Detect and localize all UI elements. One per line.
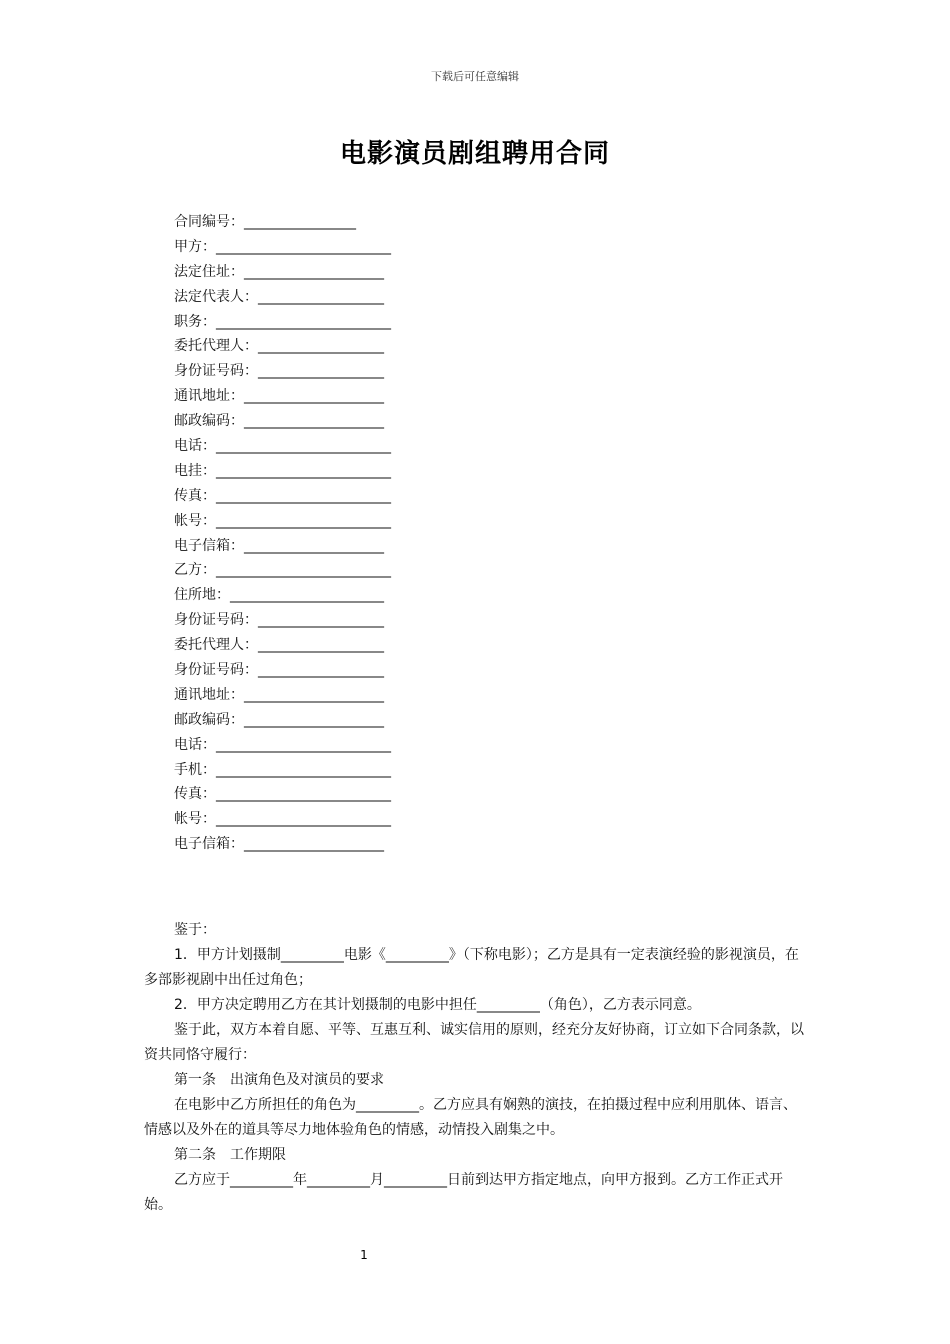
paragraph-recital-1: 1．甲方计划摄制_________电影《_________》（下称电影）；乙方是具有一定表演经验的影视演员，在多部影视剧中出任过角色； [144, 947, 799, 988]
field-position [174, 310, 391, 335]
field-text: 甲方：_________________________ [174, 238, 391, 255]
field-text: 身份证号码：__________________ [174, 612, 384, 629]
field-postal-code-a [174, 409, 391, 434]
paragraph-agreement-intro: 鉴于此，双方本着自愿、平等、互惠互利、诚实信用的原则，经充分友好协商，订立如下合同条款，以资共同恪守履行： [144, 1022, 804, 1063]
field-text: 合同编号：________________ [174, 214, 356, 230]
contract-body [144, 918, 808, 1218]
field-fax-a [174, 484, 391, 509]
field-text: 电子信箱：____________________ [174, 537, 384, 554]
field-postal-code-b [174, 708, 391, 733]
field-text: 传真：_________________________ [174, 487, 391, 504]
field-telegram-a [174, 459, 391, 484]
field-email-b [174, 832, 391, 857]
paragraph-recital-2: 2．甲方决定聘用乙方在其计划摄制的电影中担任_________（角色），乙方表示同意。 [174, 997, 701, 1013]
field-party-a [174, 235, 391, 260]
field-account-a [174, 509, 391, 534]
article-1-text: 在电影中乙方所担任的角色为_________。乙方应具有娴熟的演技，在拍摄过程中应利用肌体、语言、情感以及外在的道具等尽力地体验角色的情感，动情投入剧集之中。 [144, 1097, 797, 1138]
field-text: 职务：_________________________ [174, 313, 391, 330]
field-legal-representative [174, 285, 391, 310]
paragraph-whereas: 鉴于： [174, 922, 216, 938]
field-agent-b [174, 633, 391, 658]
field-text: 电挂：_________________________ [174, 462, 391, 479]
article-2-heading: 第二条 工作期限 [174, 1147, 286, 1163]
field-mailing-address-b [174, 683, 391, 708]
field-text: 邮政编码：____________________ [174, 413, 384, 430]
field-text: 法定住址：____________________ [174, 263, 384, 280]
field-mailing-address-a [174, 384, 391, 409]
field-legal-address [174, 260, 391, 285]
page-number: 1 [360, 1248, 368, 1262]
field-text: 委托代理人：__________________ [174, 338, 384, 355]
field-text: 帐号：_________________________ [174, 512, 391, 529]
field-agent-id-number-b [174, 658, 391, 683]
field-text: 电子信箱：____________________ [174, 836, 384, 853]
field-text: 身份证号码：__________________ [174, 363, 384, 380]
field-text: 通讯地址：____________________ [174, 388, 384, 405]
field-contract-number [174, 210, 391, 235]
field-text: 邮政编码：____________________ [174, 711, 384, 728]
article-1-heading: 第一条 出演角色及对演员的要求 [174, 1072, 384, 1088]
field-text: 传真：_________________________ [174, 786, 391, 803]
field-phone-a [174, 434, 391, 459]
field-agent-a [174, 334, 391, 359]
field-text: 手机：_________________________ [174, 761, 391, 778]
field-mobile-b [174, 758, 391, 783]
field-text: 乙方：_________________________ [174, 562, 391, 579]
field-residence-b [174, 583, 391, 608]
field-id-number-a [174, 359, 391, 384]
field-text: 电话：_________________________ [174, 736, 391, 753]
field-text: 委托代理人：__________________ [174, 637, 384, 654]
field-id-number-b [174, 608, 391, 633]
article-2-text: 乙方应于_________年_________月_________日前到达甲方指定地点，向甲方报到。乙方工作正式开始。 [144, 1172, 783, 1213]
field-text: 电话：_________________________ [174, 438, 391, 455]
field-text: 通讯地址：____________________ [174, 686, 384, 703]
field-account-b [174, 807, 391, 832]
field-party-b [174, 558, 391, 583]
field-phone-b [174, 733, 391, 758]
field-text: 住所地：______________________ [174, 587, 384, 604]
document-title: 电影演员剧组聘用合同 [339, 139, 610, 169]
field-text: 身份证号码：__________________ [174, 662, 384, 679]
contract-fields [174, 210, 391, 857]
header-note: 下载后可任意编辑 [431, 70, 519, 83]
field-text: 帐号：_________________________ [174, 811, 391, 828]
field-text: 法定代表人：__________________ [174, 288, 384, 305]
field-fax-b [174, 782, 391, 807]
field-email-a [174, 534, 391, 559]
